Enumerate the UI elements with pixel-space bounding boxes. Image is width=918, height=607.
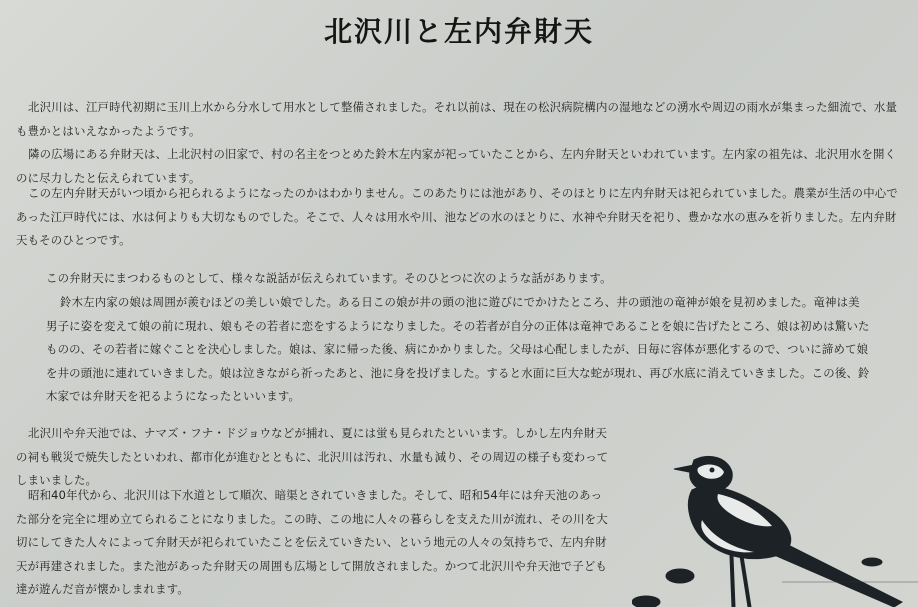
paragraph-benzaiten-name: 隣の広場にある弁財天は、上北沢村の旧家で、村の名主をつとめた鈴木左内家が祀っていたことから、左内弁財天といわれています。左内家の祖先は、北沢用水を開くのに尽力したと伝えられています。 [16, 147, 897, 185]
paragraph-legend-story: 鈴木左内家の娘は周囲が羨むほどの美しい娘でした。ある日この娘が井の頭の池に遊びにでかけたところ、井の頭池の竜神が娘を見初めました。竜神は美男子に姿を変えて娘の前に現れ、娘もその若者に恋をするようになりました。その若者が自分の正体は竜神であることを娘に告げたところ、娘は初めは驚いたものの、その若者に嫁ぐことを決心しました。娘は、家に帰った後、病にかかりました。父母は心配しましたが、日毎に容体が悪化するので、ついに諦めて娘を井の頭池に連れていきました。娘は泣きながら祈ったあと、池に身を投げました。すると水面に巨大な蛇が現れ、再び水底に消えていきました。この後、鈴木家では弁財天を祀るようになったといいます。 [46, 295, 870, 404]
paragraph-legend-intro: この弁財天にまつわるものとして、様々な説話が伝えられています。そのひとつに次のような話があります。 [46, 271, 612, 285]
paragraph-benzaiten-history: この左内弁財天がいつ頃から祀られるようになったのかはわかりません。このあたりには池があり、そのほとりに左内弁財天は祀られていました。農業が生活の中心であった江戸時代には、水は何よりも大切なものでした。そこで、人々は用水や川、池などの水のほとりに、水神や弁財天を祀り、豊かな水の恵みを祈りました。左内弁財天もそのひとつです。 [16, 186, 898, 248]
paragraph-rebuilding: 昭和40年代から、北沢川は下水道として順次、暗渠とされていきました。そして、昭和54年には弁天池のあった部分を完全に埋め立てられることになりました。この時、この地に人々の暮らしを支えた川が流れ、その川を大切にしてきた人々によって弁財天が祀られていたことを伝えていきたい、という地元の人々の気持ちで、左内弁財天が再建されました。また池があった弁財天の周囲も広場として開放されました。かつて北沢川や弁天池で子ども達が遊んだ音が懐かしまれます。 [16, 488, 608, 597]
paragraph-river-origin: 北沢川は、江戸時代初期に玉川上水から分水して用水として整備されました。それ以前は、現在の松沢病院構内の湿地などの湧水や周辺の雨水が集まった細流で、水量も豊かとはいえなかったようです。 [16, 100, 898, 138]
wagtail-bird-icon [632, 432, 918, 607]
sign-title: 北沢川と左内弁財天 [323, 15, 594, 48]
paragraph-river-change: 北沢川や弁天池では、ナマズ・フナ・ドジョウなどが捕れ、夏には蛍も見られたといいます。しかし左内弁財天の祠も戦災で焼失したといわれ、都市化が進むとともに、北沢川は汚れ、水量も減り、その周辺の様子も変わってしまいました。 [16, 426, 609, 488]
